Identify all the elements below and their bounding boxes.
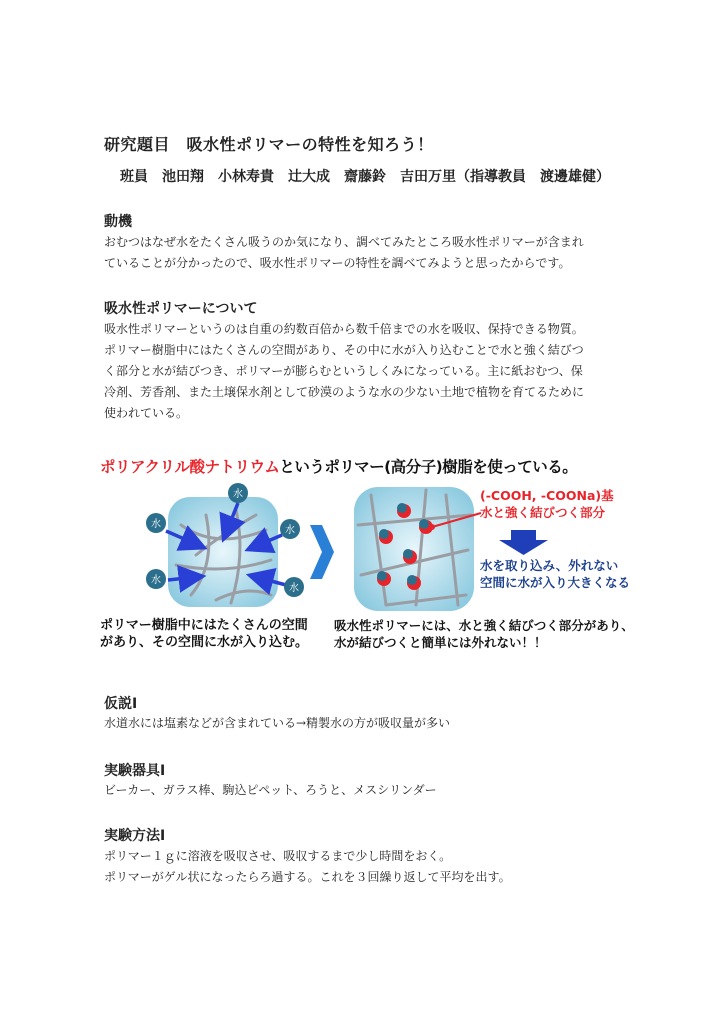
blue-note-line: 空間に水が入り大きくなる bbox=[480, 575, 631, 590]
heading-equipment: 実験器具Ⅰ bbox=[104, 763, 166, 779]
text-line: ていることが分かったので、吸水性ポリマーの特性を調べてみようと思ったからです。 bbox=[104, 256, 571, 270]
caption-line: があり、その空間に水が入り込む。 bbox=[100, 635, 309, 650]
water-label: 水 bbox=[285, 525, 295, 536]
water-label: 水 bbox=[289, 583, 299, 594]
heading-hypothesis: 仮説Ⅰ bbox=[104, 696, 138, 712]
page-title: 研究題目 吸水性ポリマーの特性を知ろう！ bbox=[104, 135, 434, 154]
text-line: ポリマー１ｇに溶液を吸収させ、吸収するまで少し時間をおく。 bbox=[104, 849, 452, 863]
text-line: おむつはなぜ水をたくさん吸うのか気になり、調べてみたところ吸水性ポリマーが含まれ bbox=[104, 235, 584, 249]
polymer-figure bbox=[96, 455, 634, 667]
text-line: 冷剤、芳香剤、また土壌保水剤として砂漠のような水の少ない土地で植物を育てるために bbox=[104, 385, 585, 399]
members-line: 班員 池田翔 小林寿貴 辻大成 齋藤鈴 吉田万里（指導教員 渡邊雄健） bbox=[120, 169, 610, 185]
water-label: 水 bbox=[151, 519, 161, 530]
text-line: 使われている。 bbox=[104, 406, 189, 420]
transition-arrow bbox=[310, 525, 334, 579]
water-label: 水 bbox=[233, 489, 243, 500]
figure-title-red: ポリアクリル酸ナトリウム bbox=[100, 458, 280, 476]
gel-block-left bbox=[168, 497, 278, 607]
water-label: 水 bbox=[151, 575, 161, 586]
heading-motive: 動機 bbox=[104, 214, 132, 230]
text-line: ポリマー樹脂中にはたくさんの空間があり、その中に水が入り込むことで水と強く結びつ bbox=[104, 343, 584, 357]
paragraph-equipment bbox=[104, 780, 634, 801]
caption-line: ポリマー樹脂中にはたくさんの空間 bbox=[100, 618, 308, 633]
blue-note-line: 水を取り込み、外れない bbox=[480, 558, 619, 573]
paragraph-about bbox=[104, 319, 634, 424]
heading-method: 実験方法Ⅰ bbox=[104, 828, 166, 844]
text-line: ポリマーがゲル状になったらろ過する。これを３回繰り返して平均を出す。 bbox=[104, 870, 511, 884]
caption-line: 吸水性ポリマーには、水と強く結びつく部分があり、 bbox=[334, 618, 634, 633]
paragraph-hypothesis bbox=[104, 713, 634, 734]
caption-left bbox=[100, 617, 308, 651]
heading-about: 吸水性ポリマーについて bbox=[104, 301, 258, 317]
red-note bbox=[480, 487, 614, 521]
figure-title-black: というポリマー(高分子)樹脂を使っている。 bbox=[279, 458, 578, 476]
paragraph-motive bbox=[104, 232, 634, 274]
caption-line: 水が結びつくと簡単には外れない！！ bbox=[334, 635, 547, 650]
red-note-line: 水と強く結びつく部分 bbox=[480, 505, 606, 520]
text-line: ビーカー、ガラス棒、駒込ピペット、ろうと、メスシリンダー bbox=[104, 783, 437, 797]
blue-note bbox=[480, 557, 630, 591]
caption-right bbox=[334, 617, 634, 651]
text-line: 吸水性ポリマーというのは自重の約数百倍から数千倍までの水を吸収、保持できる物質。 bbox=[104, 322, 584, 336]
text-line: く部分と水が結びつき、ポリマーが膨らむというしくみになっている。主に紙おむつ、保 bbox=[104, 364, 583, 378]
text-line: 水道水には塩素などが含まれている→精製水の方が吸収量が多い bbox=[104, 716, 451, 730]
red-note-line: (-COOH, -COONa)基 bbox=[480, 488, 614, 503]
paragraph-method bbox=[104, 846, 634, 888]
down-arrow bbox=[499, 530, 548, 555]
